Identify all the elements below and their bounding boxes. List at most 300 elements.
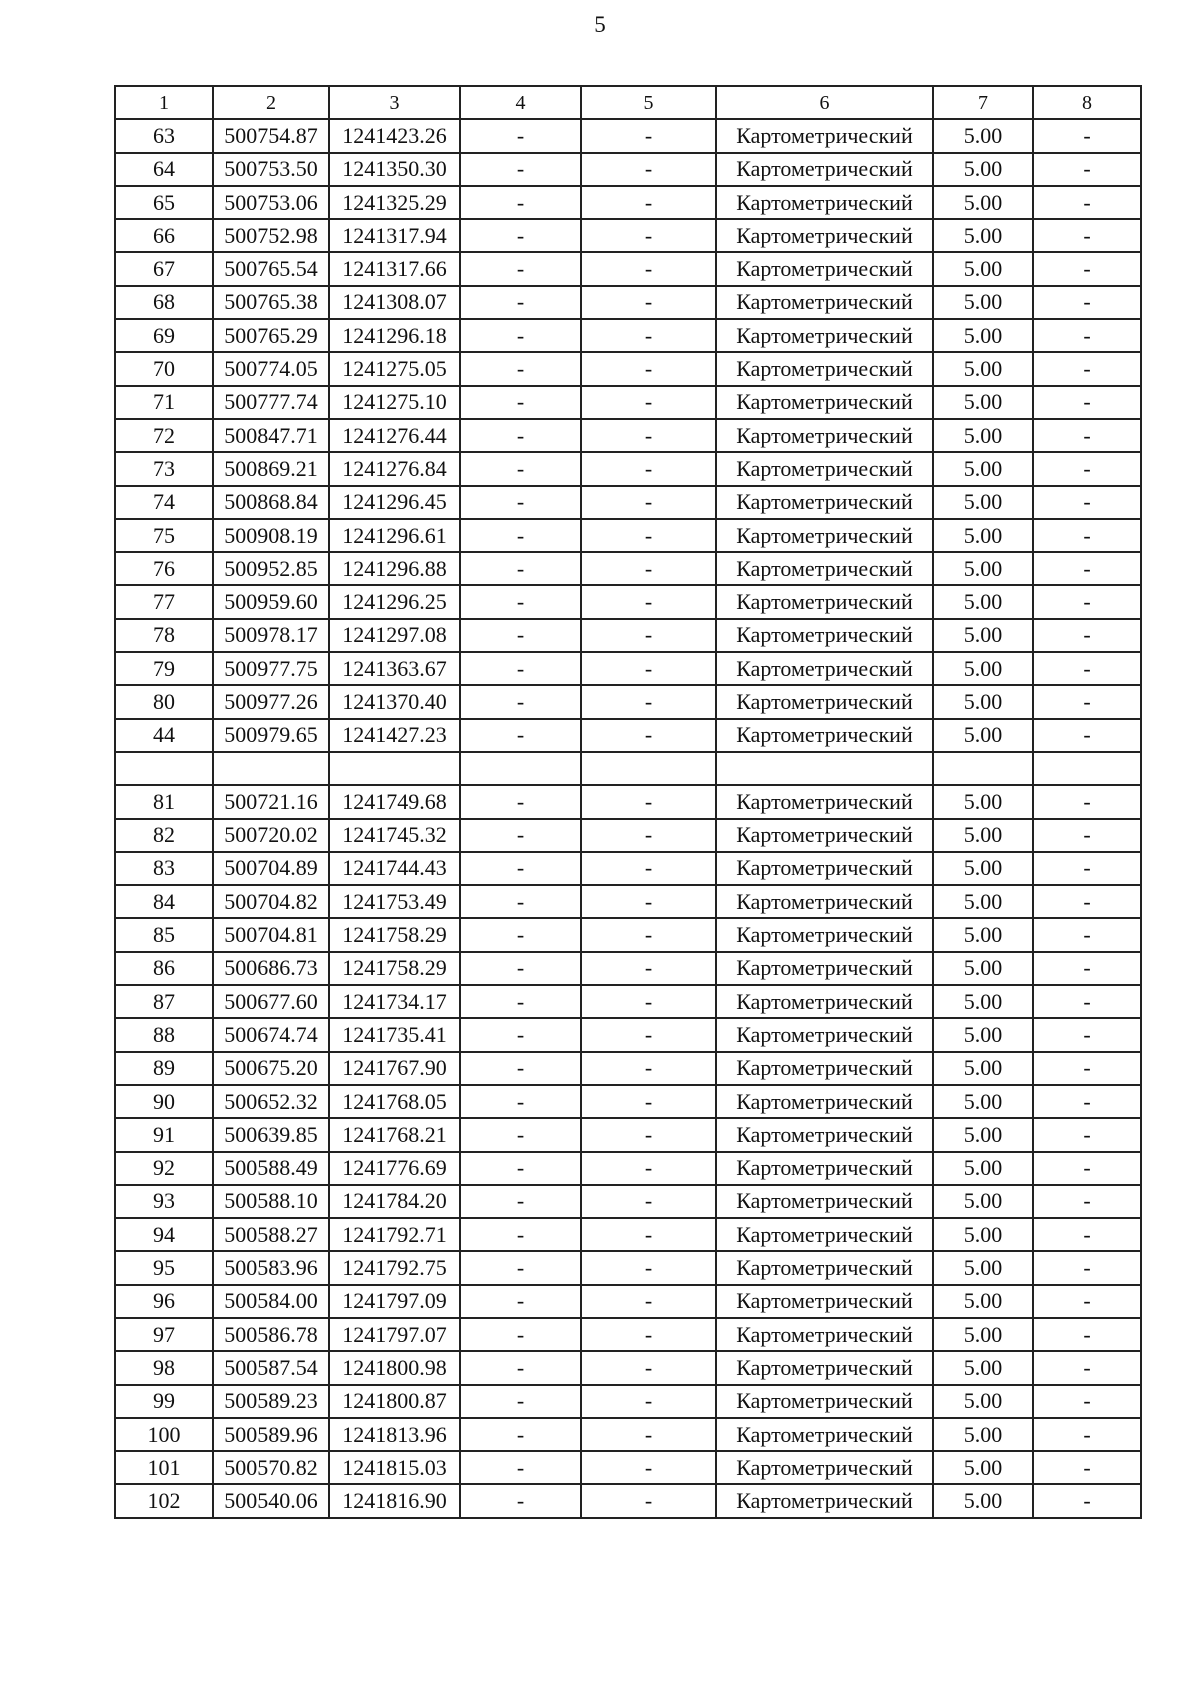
cell-col-4: -: [460, 452, 581, 485]
cell-col-8: -: [1033, 1052, 1141, 1085]
cell-accuracy: 5.00: [933, 1118, 1033, 1151]
cell-accuracy: 5.00: [933, 885, 1033, 918]
cell-col-8: -: [1033, 452, 1141, 485]
cell-y-coordinate: 1241275.05: [329, 352, 460, 385]
cell-x-coordinate: 500765.54: [213, 252, 329, 285]
cell-col-5: -: [581, 1052, 716, 1085]
table-row: [115, 1318, 1141, 1351]
cell-col-8: -: [1033, 153, 1141, 186]
cell-col-5: -: [581, 819, 716, 852]
table-row: [115, 1251, 1141, 1284]
table-row: [115, 785, 1141, 818]
cell-y-coordinate: 1241768.05: [329, 1085, 460, 1118]
table-row: [115, 419, 1141, 452]
cell-x-coordinate: 500847.71: [213, 419, 329, 452]
cell-col-5: -: [581, 1285, 716, 1318]
cell-x-coordinate: 500977.26: [213, 685, 329, 718]
cell-method: Картометрический: [716, 386, 933, 419]
cell-x-coordinate: 500977.75: [213, 652, 329, 685]
cell-accuracy: 5.00: [933, 1385, 1033, 1418]
cell-col-8: -: [1033, 219, 1141, 252]
cell-accuracy: 5.00: [933, 819, 1033, 852]
cell-col-4: -: [460, 419, 581, 452]
cell-x-coordinate: [213, 752, 329, 785]
cell-point-number: 97: [115, 1318, 213, 1351]
cell-method: Картометрический: [716, 286, 933, 319]
cell-method: Картометрический: [716, 1085, 933, 1118]
cell-col-8: -: [1033, 1285, 1141, 1318]
cell-x-coordinate: 500540.06: [213, 1484, 329, 1517]
cell-x-coordinate: 500754.87: [213, 119, 329, 152]
cell-accuracy: 5.00: [933, 1285, 1033, 1318]
cell-col-8: -: [1033, 1118, 1141, 1151]
cell-point-number: 64: [115, 153, 213, 186]
cell-col-4: -: [460, 1318, 581, 1351]
cell-y-coordinate: 1241816.90: [329, 1484, 460, 1517]
cell-y-coordinate: 1241308.07: [329, 286, 460, 319]
page-number: 5: [594, 12, 606, 37]
cell-method: Картометрический: [716, 186, 933, 219]
cell-point-number: [115, 752, 213, 785]
cell-point-number: 79: [115, 652, 213, 685]
cell-accuracy: 5.00: [933, 785, 1033, 818]
cell-accuracy: 5.00: [933, 719, 1033, 752]
cell-col-5: -: [581, 452, 716, 485]
cell-col-4: -: [460, 552, 581, 585]
table-row: [115, 386, 1141, 419]
column-header: 8: [1033, 86, 1141, 119]
cell-col-4: -: [460, 286, 581, 319]
table-row: [115, 1218, 1141, 1251]
cell-accuracy: 5.00: [933, 1484, 1033, 1517]
cell-accuracy: 5.00: [933, 252, 1033, 285]
cell-method: Картометрический: [716, 1318, 933, 1351]
cell-method: Картометрический: [716, 252, 933, 285]
cell-point-number: 67: [115, 252, 213, 285]
cell-col-8: -: [1033, 1451, 1141, 1484]
cell-accuracy: 5.00: [933, 1018, 1033, 1051]
cell-x-coordinate: 500588.49: [213, 1152, 329, 1185]
cell-accuracy: 5.00: [933, 153, 1033, 186]
table-row: [115, 1052, 1141, 1085]
cell-point-number: 72: [115, 419, 213, 452]
cell-x-coordinate: 500869.21: [213, 452, 329, 485]
cell-method: Картометрический: [716, 219, 933, 252]
cell-method: Картометрический: [716, 652, 933, 685]
cell-y-coordinate: 1241792.71: [329, 1218, 460, 1251]
cell-point-number: 65: [115, 186, 213, 219]
table-row: [115, 1418, 1141, 1451]
cell-col-8: -: [1033, 519, 1141, 552]
cell-method: Картометрический: [716, 1351, 933, 1384]
cell-y-coordinate: 1241296.61: [329, 519, 460, 552]
cell-accuracy: 5.00: [933, 1318, 1033, 1351]
cell-col-4: -: [460, 685, 581, 718]
cell-col-4: -: [460, 1484, 581, 1517]
cell-point-number: 102: [115, 1484, 213, 1517]
cell-col-4: -: [460, 1418, 581, 1451]
table-row: [115, 1385, 1141, 1418]
cell-col-5: -: [581, 1118, 716, 1151]
cell-accuracy: 5.00: [933, 119, 1033, 152]
table-row: [115, 852, 1141, 885]
cell-col-8: -: [1033, 1484, 1141, 1517]
cell-method: Картометрический: [716, 952, 933, 985]
cell-point-number: 63: [115, 119, 213, 152]
cell-col-8: -: [1033, 652, 1141, 685]
cell-x-coordinate: 500674.74: [213, 1018, 329, 1051]
cell-method: Картометрический: [716, 985, 933, 1018]
cell-accuracy: 5.00: [933, 918, 1033, 951]
cell-col-4: -: [460, 153, 581, 186]
cell-col-8: -: [1033, 1152, 1141, 1185]
cell-col-4: -: [460, 386, 581, 419]
cell-col-5: -: [581, 1318, 716, 1351]
cell-col-4: -: [460, 1218, 581, 1251]
cell-accuracy: 5.00: [933, 1218, 1033, 1251]
cell-col-5: -: [581, 486, 716, 519]
column-header: 3: [329, 86, 460, 119]
cell-col-4: -: [460, 252, 581, 285]
cell-col-8: -: [1033, 1251, 1141, 1284]
cell-col-4: -: [460, 1118, 581, 1151]
cell-y-coordinate: 1241758.29: [329, 952, 460, 985]
cell-col-8: -: [1033, 985, 1141, 1018]
cell-col-4: -: [460, 585, 581, 618]
cell-method: Картометрический: [716, 1285, 933, 1318]
cell-col-4: -: [460, 119, 581, 152]
column-header: 5: [581, 86, 716, 119]
cell-col-5: -: [581, 1484, 716, 1517]
cell-col-8: -: [1033, 1185, 1141, 1218]
cell-col-8: -: [1033, 552, 1141, 585]
cell-col-8: -: [1033, 852, 1141, 885]
cell-point-number: 76: [115, 552, 213, 585]
cell-point-number: 66: [115, 219, 213, 252]
cell-method: Картометрический: [716, 486, 933, 519]
cell-method: Картометрический: [716, 119, 933, 152]
cell-col-4: -: [460, 1451, 581, 1484]
table-row: [115, 652, 1141, 685]
cell-col-4: -: [460, 486, 581, 519]
cell-accuracy: 5.00: [933, 1152, 1033, 1185]
cell-point-number: 96: [115, 1285, 213, 1318]
cell-accuracy: 5.00: [933, 685, 1033, 718]
cell-col-4: -: [460, 952, 581, 985]
table-row: [115, 1451, 1141, 1484]
cell-accuracy: 5.00: [933, 386, 1033, 419]
cell-col-8: -: [1033, 918, 1141, 951]
cell-x-coordinate: 500652.32: [213, 1085, 329, 1118]
cell-point-number: 100: [115, 1418, 213, 1451]
cell-accuracy: 5.00: [933, 619, 1033, 652]
cell-x-coordinate: 500952.85: [213, 552, 329, 585]
cell-point-number: 93: [115, 1185, 213, 1218]
cell-col-8: -: [1033, 785, 1141, 818]
cell-col-5: [581, 752, 716, 785]
cell-col-5: -: [581, 219, 716, 252]
cell-method: Картометрический: [716, 319, 933, 352]
cell-accuracy: 5.00: [933, 1418, 1033, 1451]
cell-x-coordinate: 500868.84: [213, 486, 329, 519]
table-body: [115, 119, 1141, 1517]
cell-x-coordinate: 500720.02: [213, 819, 329, 852]
cell-y-coordinate: 1241276.84: [329, 452, 460, 485]
cell-method: Картометрический: [716, 918, 933, 951]
cell-y-coordinate: 1241792.75: [329, 1251, 460, 1284]
cell-col-4: -: [460, 719, 581, 752]
cell-accuracy: [933, 752, 1033, 785]
cell-col-5: -: [581, 519, 716, 552]
cell-method: Картометрический: [716, 1218, 933, 1251]
cell-col-5: -: [581, 1418, 716, 1451]
cell-y-coordinate: 1241350.30: [329, 153, 460, 186]
cell-accuracy: 5.00: [933, 952, 1033, 985]
cell-point-number: 101: [115, 1451, 213, 1484]
cell-col-8: -: [1033, 1085, 1141, 1118]
cell-x-coordinate: 500588.10: [213, 1185, 329, 1218]
cell-method: Картометрический: [716, 619, 933, 652]
cell-point-number: 85: [115, 918, 213, 951]
table-row: [115, 952, 1141, 985]
cell-method: Картометрический: [716, 719, 933, 752]
cell-x-coordinate: 500686.73: [213, 952, 329, 985]
column-header: 1: [115, 86, 213, 119]
cell-x-coordinate: 500753.50: [213, 153, 329, 186]
cell-col-8: -: [1033, 419, 1141, 452]
cell-col-8: -: [1033, 585, 1141, 618]
cell-accuracy: 5.00: [933, 852, 1033, 885]
cell-col-8: [1033, 752, 1141, 785]
cell-method: Картометрический: [716, 419, 933, 452]
cell-accuracy: 5.00: [933, 552, 1033, 585]
cell-x-coordinate: 500704.81: [213, 918, 329, 951]
cell-method: Картометрический: [716, 685, 933, 718]
cell-col-5: -: [581, 186, 716, 219]
cell-col-4: -: [460, 918, 581, 951]
cell-accuracy: 5.00: [933, 186, 1033, 219]
cell-x-coordinate: 500774.05: [213, 352, 329, 385]
cell-y-coordinate: 1241296.25: [329, 585, 460, 618]
cell-method: Картометрический: [716, 852, 933, 885]
cell-y-coordinate: 1241427.23: [329, 719, 460, 752]
cell-point-number: 70: [115, 352, 213, 385]
cell-col-5: -: [581, 952, 716, 985]
cell-x-coordinate: 500589.23: [213, 1385, 329, 1418]
cell-col-4: -: [460, 885, 581, 918]
table-row: [115, 119, 1141, 152]
cell-col-4: -: [460, 1152, 581, 1185]
cell-method: Картометрический: [716, 452, 933, 485]
cell-y-coordinate: 1241776.69: [329, 1152, 460, 1185]
cell-y-coordinate: 1241423.26: [329, 119, 460, 152]
column-header: 4: [460, 86, 581, 119]
table-row: [115, 286, 1141, 319]
table-row: [115, 1085, 1141, 1118]
table-row: [115, 918, 1141, 951]
cell-x-coordinate: 500765.29: [213, 319, 329, 352]
cell-point-number: 78: [115, 619, 213, 652]
cell-point-number: 91: [115, 1118, 213, 1151]
table-row: [115, 219, 1141, 252]
cell-col-8: -: [1033, 252, 1141, 285]
cell-col-8: -: [1033, 685, 1141, 718]
cell-accuracy: 5.00: [933, 519, 1033, 552]
cell-accuracy: 5.00: [933, 585, 1033, 618]
column-header: 2: [213, 86, 329, 119]
cell-x-coordinate: 500765.38: [213, 286, 329, 319]
cell-col-4: -: [460, 652, 581, 685]
cell-x-coordinate: 500908.19: [213, 519, 329, 552]
cell-col-8: -: [1033, 186, 1141, 219]
cell-col-8: -: [1033, 819, 1141, 852]
cell-col-5: -: [581, 852, 716, 885]
cell-col-8: -: [1033, 1351, 1141, 1384]
cell-col-8: -: [1033, 1218, 1141, 1251]
cell-x-coordinate: 500589.96: [213, 1418, 329, 1451]
cell-method: [716, 752, 933, 785]
cell-method: Картометрический: [716, 1018, 933, 1051]
cell-accuracy: 5.00: [933, 319, 1033, 352]
cell-x-coordinate: 500588.27: [213, 1218, 329, 1251]
cell-col-5: -: [581, 1185, 716, 1218]
cell-col-5: -: [581, 652, 716, 685]
cell-col-5: -: [581, 1085, 716, 1118]
cell-method: Картометрический: [716, 153, 933, 186]
cell-accuracy: 5.00: [933, 1351, 1033, 1384]
cell-method: Картометрический: [716, 885, 933, 918]
cell-y-coordinate: 1241296.45: [329, 486, 460, 519]
cell-method: Картометрический: [716, 1152, 933, 1185]
cell-col-5: -: [581, 286, 716, 319]
cell-y-coordinate: 1241735.41: [329, 1018, 460, 1051]
cell-point-number: 83: [115, 852, 213, 885]
cell-col-8: -: [1033, 386, 1141, 419]
cell-col-5: -: [581, 785, 716, 818]
cell-accuracy: 5.00: [933, 1185, 1033, 1218]
cell-col-5: -: [581, 685, 716, 718]
cell-col-5: -: [581, 619, 716, 652]
cell-y-coordinate: 1241296.88: [329, 552, 460, 585]
table-row: [115, 186, 1141, 219]
cell-col-5: -: [581, 1018, 716, 1051]
column-header: 6: [716, 86, 933, 119]
cell-x-coordinate: 500675.20: [213, 1052, 329, 1085]
cell-point-number: 90: [115, 1085, 213, 1118]
cell-col-4: -: [460, 985, 581, 1018]
cell-col-5: -: [581, 719, 716, 752]
cell-col-8: -: [1033, 119, 1141, 152]
cell-y-coordinate: 1241325.29: [329, 186, 460, 219]
table-row: [115, 719, 1141, 752]
table-row: [115, 319, 1141, 352]
cell-y-coordinate: 1241815.03: [329, 1451, 460, 1484]
cell-col-5: -: [581, 1251, 716, 1284]
column-header: 7: [933, 86, 1033, 119]
cell-y-coordinate: 1241276.44: [329, 419, 460, 452]
cell-col-8: -: [1033, 952, 1141, 985]
table-row: [115, 1018, 1141, 1051]
table-row: [115, 1118, 1141, 1151]
cell-col-4: -: [460, 219, 581, 252]
table-row: [115, 519, 1141, 552]
cell-y-coordinate: 1241797.09: [329, 1285, 460, 1318]
cell-x-coordinate: 500586.78: [213, 1318, 329, 1351]
cell-col-4: -: [460, 819, 581, 852]
cell-col-4: -: [460, 1351, 581, 1384]
cell-col-5: -: [581, 885, 716, 918]
cell-point-number: 94: [115, 1218, 213, 1251]
cell-method: Картометрический: [716, 585, 933, 618]
cell-accuracy: 5.00: [933, 219, 1033, 252]
cell-col-5: -: [581, 552, 716, 585]
cell-method: Картометрический: [716, 1052, 933, 1085]
cell-x-coordinate: 500704.82: [213, 885, 329, 918]
cell-point-number: 99: [115, 1385, 213, 1418]
cell-point-number: 92: [115, 1152, 213, 1185]
cell-x-coordinate: 500777.74: [213, 386, 329, 419]
cell-accuracy: 5.00: [933, 1052, 1033, 1085]
cell-x-coordinate: 500959.60: [213, 585, 329, 618]
coordinates-table: [114, 85, 1142, 1519]
cell-y-coordinate: 1241813.96: [329, 1418, 460, 1451]
cell-method: Картометрический: [716, 1385, 933, 1418]
table-row: [115, 685, 1141, 718]
cell-method: Картометрический: [716, 1451, 933, 1484]
cell-point-number: 87: [115, 985, 213, 1018]
cell-point-number: 89: [115, 1052, 213, 1085]
cell-accuracy: 5.00: [933, 419, 1033, 452]
cell-y-coordinate: 1241370.40: [329, 685, 460, 718]
table-row: [115, 1185, 1141, 1218]
cell-y-coordinate: 1241317.66: [329, 252, 460, 285]
cell-col-4: -: [460, 352, 581, 385]
cell-method: Картометрический: [716, 552, 933, 585]
cell-col-4: -: [460, 1018, 581, 1051]
cell-x-coordinate: 500979.65: [213, 719, 329, 752]
cell-point-number: 77: [115, 585, 213, 618]
table-row: [115, 752, 1141, 785]
cell-col-4: -: [460, 1385, 581, 1418]
cell-col-4: -: [460, 852, 581, 885]
cell-col-5: -: [581, 918, 716, 951]
table-row: [115, 252, 1141, 285]
cell-col-5: -: [581, 1451, 716, 1484]
cell-accuracy: 5.00: [933, 352, 1033, 385]
cell-x-coordinate: 500639.85: [213, 1118, 329, 1151]
cell-y-coordinate: 1241800.98: [329, 1351, 460, 1384]
cell-x-coordinate: 500721.16: [213, 785, 329, 818]
cell-point-number: 81: [115, 785, 213, 818]
cell-col-4: -: [460, 186, 581, 219]
cell-col-5: -: [581, 153, 716, 186]
cell-col-4: -: [460, 785, 581, 818]
table-row: [115, 352, 1141, 385]
table-row: [115, 819, 1141, 852]
cell-x-coordinate: 500584.00: [213, 1285, 329, 1318]
cell-x-coordinate: 500583.96: [213, 1251, 329, 1284]
cell-col-4: -: [460, 1185, 581, 1218]
cell-col-8: -: [1033, 619, 1141, 652]
cell-x-coordinate: 500677.60: [213, 985, 329, 1018]
cell-col-5: -: [581, 985, 716, 1018]
cell-accuracy: 5.00: [933, 286, 1033, 319]
cell-point-number: 82: [115, 819, 213, 852]
cell-x-coordinate: 500587.54: [213, 1351, 329, 1384]
cell-x-coordinate: 500704.89: [213, 852, 329, 885]
cell-method: Картометрический: [716, 352, 933, 385]
cell-y-coordinate: 1241297.08: [329, 619, 460, 652]
